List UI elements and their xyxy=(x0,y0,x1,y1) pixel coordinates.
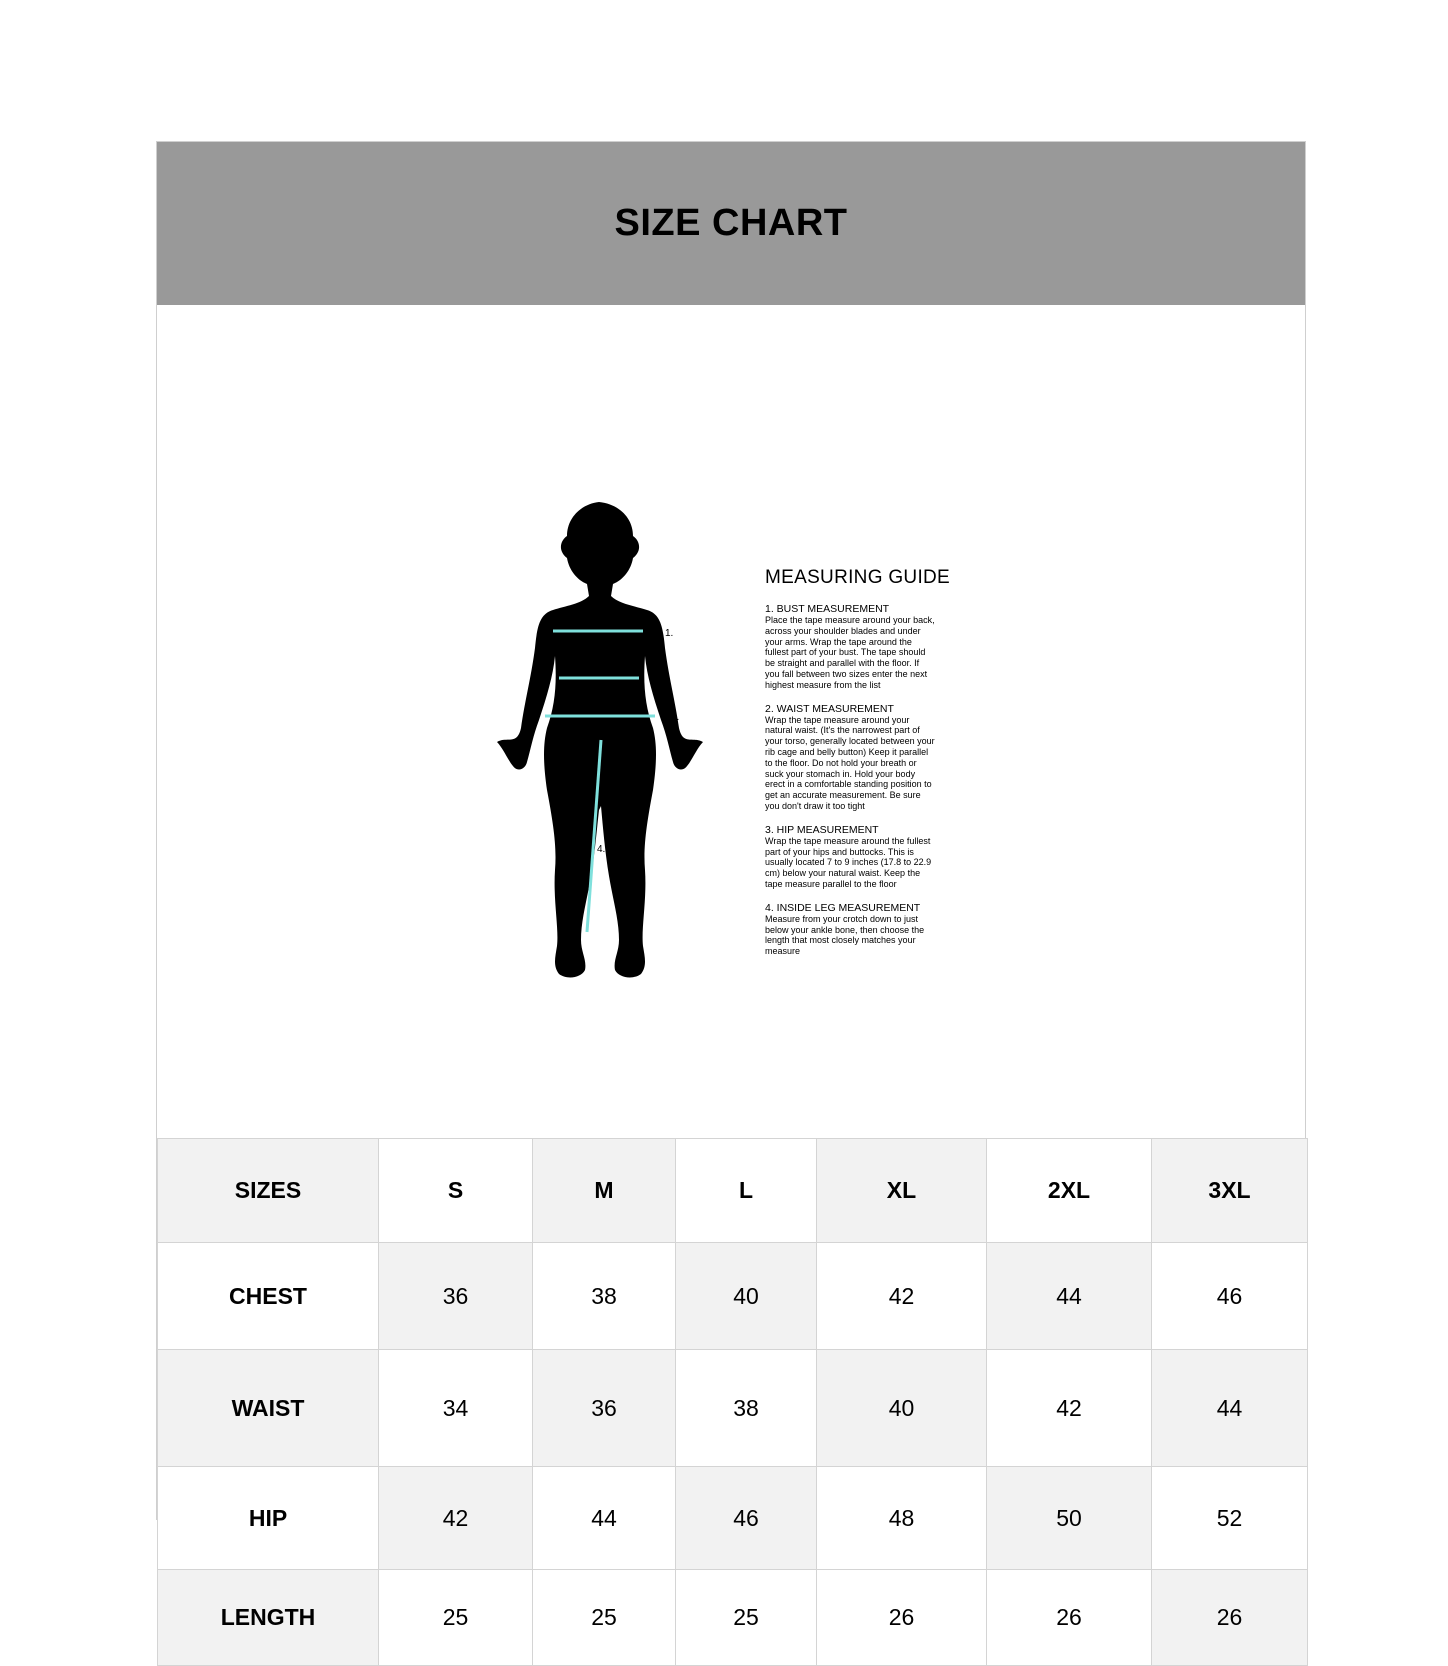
guide-body xyxy=(765,836,979,890)
table-cell: 25 xyxy=(676,1570,817,1666)
guide-line: you fall between two sizes enter the next xyxy=(765,668,928,679)
guide-line: your arms. Wrap the tape around the xyxy=(765,636,912,647)
table-cell: 26 xyxy=(817,1570,987,1666)
guide-line: part of your hips and buttocks. This is xyxy=(765,846,914,857)
bust-marker-label: 1. xyxy=(665,628,674,639)
guide-line: Place the tape measure around your back, xyxy=(765,615,935,625)
table-header-row xyxy=(158,1139,1308,1243)
guide-line: rib cage and belly button) Keep it parallel xyxy=(765,746,929,757)
size-table xyxy=(157,1138,1308,1666)
table-cell: 26 xyxy=(987,1570,1152,1666)
guide-section-waist xyxy=(765,703,979,812)
table-cell: 25 xyxy=(533,1570,676,1666)
guide-section-hip xyxy=(765,824,979,890)
guide-heading: 3. HIP MEASUREMENT xyxy=(765,823,879,836)
table-header-cell: 2XL xyxy=(987,1139,1152,1243)
table-header-cell: SIZES xyxy=(158,1139,379,1243)
row-label: HIP xyxy=(158,1467,379,1570)
guide-body xyxy=(765,615,979,691)
table-row xyxy=(158,1350,1308,1467)
guide-heading: 2. WAIST MEASUREMENT xyxy=(765,702,894,715)
guide-line: highest measure from the list xyxy=(765,679,881,690)
table-cell: 36 xyxy=(533,1350,676,1467)
guide-line: cm) below your natural waist. Keep the xyxy=(765,868,921,879)
table-cell: 52 xyxy=(1152,1467,1308,1570)
title-banner xyxy=(157,142,1305,305)
table-header-cell: 3XL xyxy=(1152,1139,1308,1243)
row-label: CHEST xyxy=(158,1243,379,1350)
table-cell: 42 xyxy=(817,1243,987,1350)
page-title: SIZE CHART xyxy=(614,202,848,244)
size-chart-sheet xyxy=(156,141,1306,1630)
guide-line: you don't draw it too tight xyxy=(765,800,865,811)
table-cell: 38 xyxy=(533,1243,676,1350)
table-cell: 44 xyxy=(533,1467,676,1570)
guide-line: to the floor. Do not hold your breath or xyxy=(765,757,917,768)
guide-heading: 1. BUST MEASUREMENT xyxy=(765,603,890,615)
table-cell: 40 xyxy=(676,1243,817,1350)
table-cell: 26 xyxy=(1152,1570,1308,1666)
guide-line: usually located 7 to 9 inches (17.8 to 22.9 xyxy=(765,857,932,868)
guide-line: get an accurate measurement. Be sure xyxy=(765,790,921,801)
table-cell: 46 xyxy=(676,1467,817,1570)
table-header-cell: M xyxy=(533,1139,676,1243)
guide-section-bust xyxy=(765,603,979,691)
guide-line: erect in a comfortable standing position to xyxy=(765,779,932,790)
silhouette-head xyxy=(497,502,703,977)
table-cell: 42 xyxy=(379,1467,533,1570)
silhouette-svg xyxy=(495,500,727,1000)
guide-line: Measure from your crotch down to just xyxy=(765,913,919,924)
guide-line: across your shoulder blades and under xyxy=(765,625,921,636)
guide-line: your torso, generally located between your xyxy=(765,736,935,747)
table-cell: 25 xyxy=(379,1570,533,1666)
guide-line: fullest part of your bust. The tape should xyxy=(765,647,926,658)
guide-line: natural waist. (It's the narrowest part of xyxy=(765,725,920,736)
table-header-cell: XL xyxy=(817,1139,987,1243)
table-cell: 40 xyxy=(817,1350,987,1467)
guide-line: measure xyxy=(765,946,801,957)
row-label: LENGTH xyxy=(158,1570,379,1666)
hip-marker-label: 3. xyxy=(671,712,680,723)
table-header-cell: L xyxy=(676,1139,817,1243)
table-cell: 38 xyxy=(676,1350,817,1467)
waist-marker-label: 2. xyxy=(655,675,664,686)
table-cell: 50 xyxy=(987,1467,1152,1570)
inside-leg-marker-label: 4. xyxy=(597,844,606,855)
table-cell: 34 xyxy=(379,1350,533,1467)
table-row xyxy=(158,1243,1308,1350)
table-cell: 44 xyxy=(987,1243,1152,1350)
guide-line: Wrap the tape measure around your xyxy=(765,714,910,725)
table-cell: 46 xyxy=(1152,1243,1308,1350)
guide-section-inside-leg xyxy=(765,902,979,957)
measuring-guide-title: MEASURING GUIDE xyxy=(765,567,951,588)
measuring-guide-area xyxy=(157,305,1305,1138)
table-cell: 44 xyxy=(1152,1350,1308,1467)
guide-line: Wrap the tape measure around the fullest xyxy=(765,835,931,846)
table-cell: 36 xyxy=(379,1243,533,1350)
table-header-cell: S xyxy=(379,1139,533,1243)
row-label: WAIST xyxy=(158,1350,379,1467)
measuring-guide-text xyxy=(765,567,979,969)
table-cell: 48 xyxy=(817,1467,987,1570)
guide-line: suck your stomach in. Hold your body xyxy=(765,768,916,779)
guide-line: be straight and parallel with the floor. If xyxy=(765,658,920,669)
table-row xyxy=(158,1570,1308,1666)
guide-body xyxy=(765,715,979,812)
guide-line: length that most closely matches your xyxy=(765,935,916,946)
table-cell: 42 xyxy=(987,1350,1152,1467)
table-row xyxy=(158,1467,1308,1570)
guide-line: tape measure parallel to the floor xyxy=(765,878,897,889)
guide-body xyxy=(765,914,979,957)
body-silhouette-figure xyxy=(495,500,727,1000)
guide-heading: 4. INSIDE LEG MEASUREMENT xyxy=(765,901,921,914)
guide-line: below your ankle bone, then choose the xyxy=(765,924,925,935)
